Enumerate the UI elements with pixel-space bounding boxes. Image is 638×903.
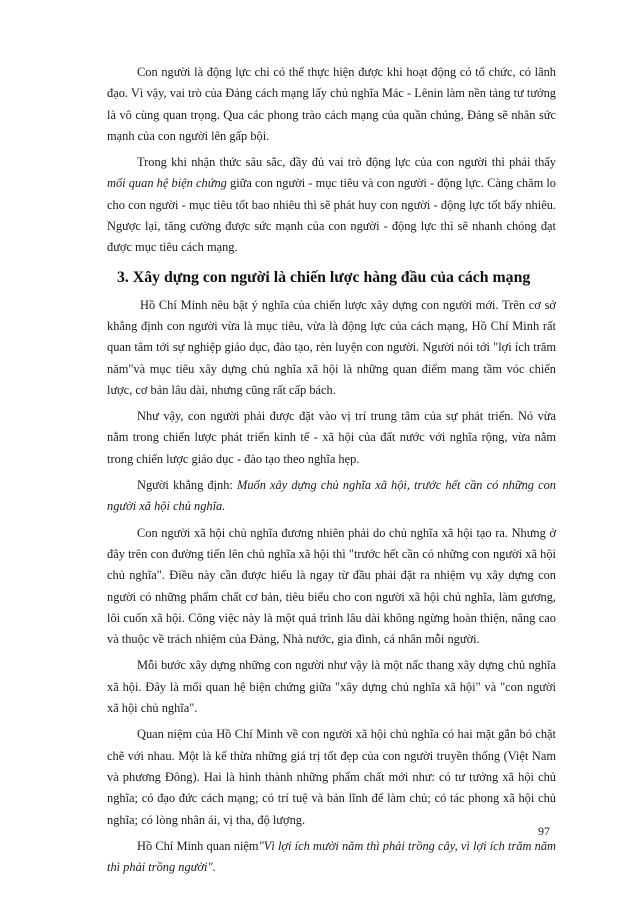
body-text bbox=[107, 62, 556, 883]
paragraph-2-emphasis: mối quan hệ biện chứng bbox=[107, 176, 227, 191]
paragraph-5 bbox=[107, 475, 556, 518]
paragraph-5-text-before: Người khẳng định: bbox=[137, 478, 237, 493]
paragraph-2-text-after: giữa con người - mục tiêu và con người - động lực. Càng chăm lo cho con người - mục tiêu tốt bao nhiêu thì sẽ phát huy con người - động lực tốt bấy nhiêu. Ngược lại, tăng cường được sức mạnh của con người - động lực thì sẽ nhanh chóng đạt được mục tiêu cách mạng. bbox=[107, 176, 556, 255]
paragraph-2 bbox=[107, 152, 556, 258]
paragraph-2-text-before: Trong khi nhận thức sâu sắc, đầy đủ vai trò động lực của con người thì phải thấy bbox=[137, 155, 556, 170]
paragraph-8: Quan niệm của Hồ Chí Minh về con người xã hội chủ nghĩa có hai mặt gắn bó chặt chẽ với nhau. Một là kế thừa những giá trị tốt đẹp của con người truyền thống (Việt Nam và phương Đông). Hai là hình thành những phẩm chất mới như: có tư tưởng xã hội chủ nghĩa; có đạo đức cách mạng; có trí tuệ và bản lĩnh để làm chủ; có tác phong xã hội chủ nghĩa; có lòng nhân ái, vị tha, độ lượng. bbox=[107, 727, 556, 827]
paragraph-9-text-before: Hồ Chí Minh quan niệm bbox=[137, 838, 259, 853]
page-number: 97 bbox=[538, 824, 550, 838]
paragraph-5-emphasis: Muốn xây dựng chủ nghĩa xã hội, trước hết cần có những con người xã hội chủ nghĩa. bbox=[107, 478, 556, 514]
paragraph-1: Con người là động lực chỉ có thể thực hiện được khi hoạt động có tổ chức, có lãnh đạo. Vì vậy, vai trò của Đảng cách mạng lấy chủ nghĩa Mác - Lênin làm nền tảng tư tưởng là vô cùng quan trọng. Qua các phong trào cách mạng của quần chúng, Đảng sẽ nhân sức mạnh của con người lên gấp bội. bbox=[107, 65, 556, 143]
paragraph-9-emphasis: "Vì lợi ích mười năm thì phải trồng cây, vì lợi ích trăm năm thì phải trồng người". bbox=[107, 838, 556, 875]
paragraph-4: Như vậy, con người phải được đặt vào vị trí trung tâm của sự phát triển. Nó vừa nằm trong chiến lược phát triển kinh tế - xã hội của đất nước với nghĩa rộng, vừa nằm trong chiến lược giáo dục - đào tạo theo nghĩa hẹp. bbox=[107, 409, 556, 466]
paragraph-6: Con người xã hội chủ nghĩa đương nhiên phải do chủ nghĩa xã hội tạo ra. Nhưng ở đây trên con đường tiến lên chủ nghĩa xã hội thì "trước hết cần có những con người xã hội chủ nghĩa". Điều này cần được hiểu là ngay từ đầu phải đặt ra nhiệm vụ xây dựng con người có những phẩm chất cơ bản, tiêu biểu cho con người xã hội chủ nghĩa, làm gương, lôi cuốn xã hội. Công việc này là một quá trình lâu dài không ngừng hoàn thiện, nâng cao và thuộc về trách nhiệm của Đảng, Nhà nước, gia đình, cá nhân mỗi người. bbox=[107, 525, 556, 647]
section-heading: 3. Xây dựng con người là chiến lược hàng đầu của cách mạng bbox=[117, 268, 531, 286]
paragraph-9 bbox=[107, 836, 556, 879]
paragraph-3: Hồ Chí Minh nêu bật ý nghĩa của chiến lược xây dựng con người mới. Trên cơ sở khẳng định con người vừa là mục tiêu, vừa là động lực của cách mạng, Hồ Chí Minh rất quan tâm tới sự nghiệp giáo dục, đào tạo, rèn luyện con người. Người nói tới "lợi ích trăm năm"và mục tiêu xây dựng chủ nghĩa xã hội là những quan điểm mang tầm vóc chiến lược, cơ bản lâu dài, nhưng cũng rất cấp bách. bbox=[107, 297, 556, 397]
paragraph-7: Mỗi bước xây dựng những con người như vậy là một nấc thang xây dựng chủ nghĩa xã hội. Đây là mối quan hệ biện chứng giữa "xây dựng chủ nghĩa xã hội" và "con người xã hội chủ nghĩa". bbox=[107, 658, 556, 716]
